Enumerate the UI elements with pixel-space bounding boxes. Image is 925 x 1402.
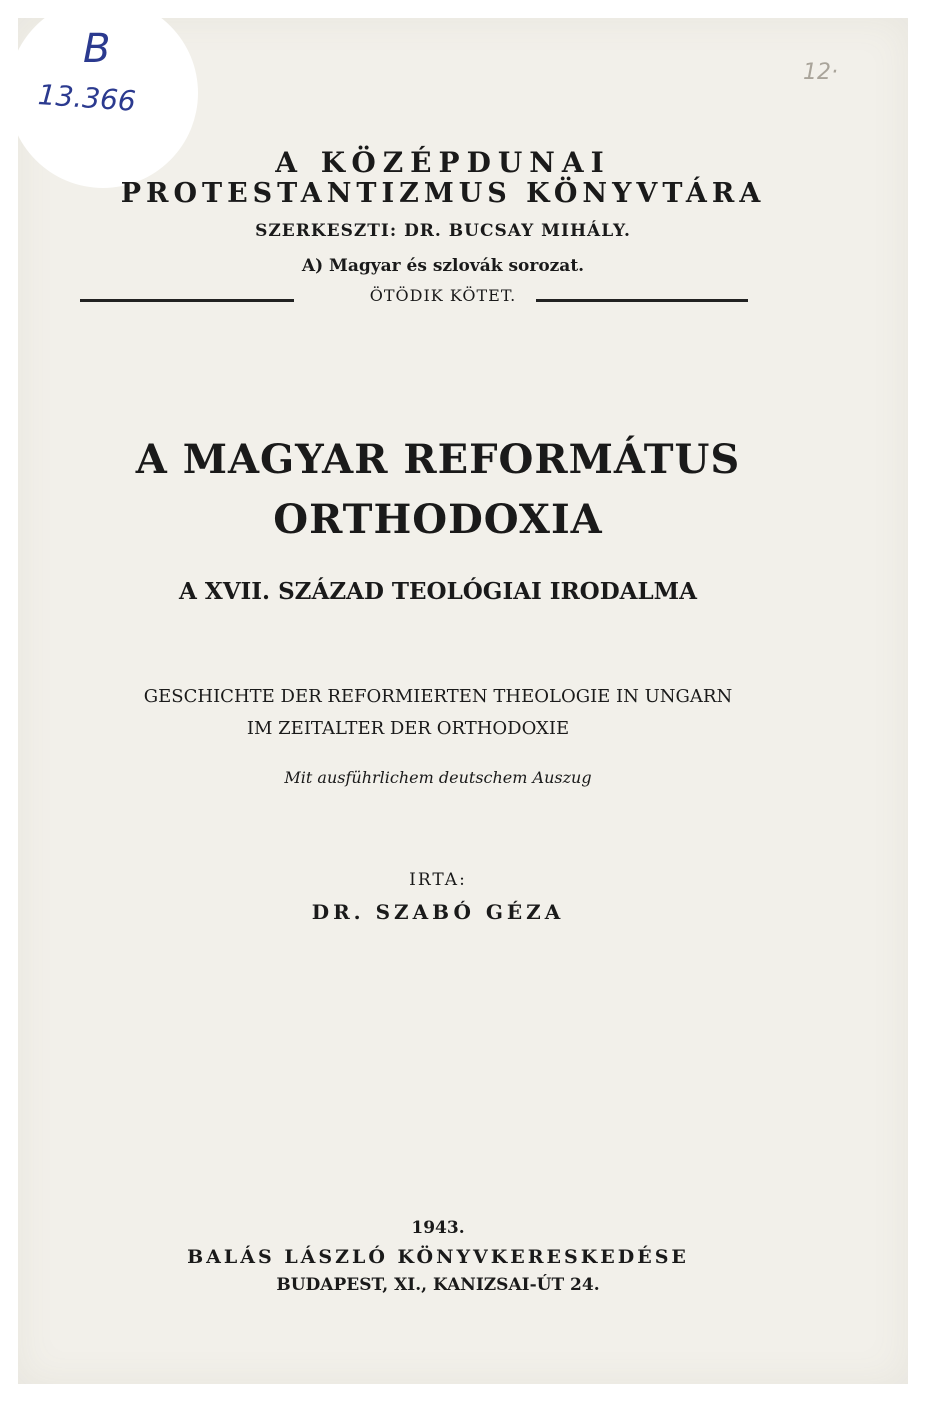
main-title-line2: ORTHODOXIA [273, 496, 603, 543]
volume-number: ÖTÖDIK KÖTET. [369, 286, 517, 305]
german-title-line2: IM ZEITALTER DER ORTHODOXIE [246, 718, 570, 739]
divider-right [536, 299, 748, 302]
stamp-number: 13.366 [36, 78, 137, 118]
series-title-line1: A KÖZÉPDUNAI [275, 146, 611, 179]
sub-series: A) Magyar és szlovák sorozat. [301, 256, 585, 276]
main-title-line1: A MAGYAR REFORMÁTUS [135, 436, 741, 483]
title-page [18, 18, 908, 1384]
german-title-line1: GESCHICHTE DER REFORMIERTEN THEOLOGIE IN UNGARN [143, 686, 733, 707]
pencil-note: 12· [803, 60, 838, 85]
author-label: IRTA: [409, 870, 467, 890]
series-title-line2: PROTESTANTIZMUS KÖNYVTÁRA [120, 178, 766, 209]
series-editor: SZERKESZTI: DR. BUCSAY MIHÁLY. [255, 221, 631, 241]
subtitle: A XVII. SZÁZAD TEOLÓGIAI IRODALMA [179, 578, 697, 605]
german-summary-note: Mit ausführlichem deutschem Auszug [284, 768, 592, 787]
publisher-address: BUDAPEST, XI., KANIZSAI-ÚT 24. [276, 1275, 600, 1295]
author-name: DR. SZABÓ GÉZA [311, 900, 565, 924]
stamp-letter: B [83, 26, 111, 72]
publication-year: 1943. [411, 1218, 465, 1238]
publisher: BALÁS LÁSZLÓ KÖNYVKERESKEDÉSE [187, 1246, 689, 1268]
